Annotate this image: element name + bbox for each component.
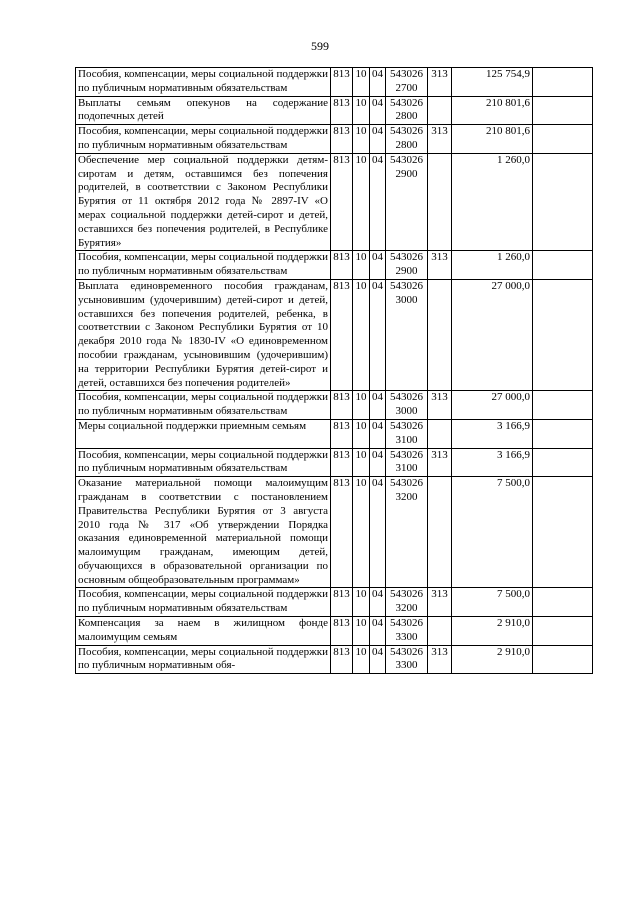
section-code-cell: 10 <box>353 153 370 251</box>
row-name-cell: Пособия, компенсации, меры социальной поддержки по публичным нормативным обязательствам <box>76 448 331 477</box>
subsection-code-cell: 04 <box>370 279 386 390</box>
row-name-cell: Пособия, компенсации, меры социальной поддержки по публичным нормативным обязательствам <box>76 251 331 280</box>
amount-cell: 1 260,0 <box>452 251 533 280</box>
budget-table <box>75 67 593 674</box>
subsection-code-cell: 04 <box>370 588 386 617</box>
ministry-code-cell: 813 <box>331 251 353 280</box>
extra-empty-cell <box>533 96 593 125</box>
ministry-code-cell: 813 <box>331 448 353 477</box>
ministry-code-cell: 813 <box>331 588 353 617</box>
section-code-cell: 10 <box>353 477 370 588</box>
target-article-code-cell: 543026 2800 <box>386 96 428 125</box>
ministry-code-cell: 813 <box>331 68 353 97</box>
table-row <box>76 153 593 251</box>
expense-type-code-cell <box>428 153 452 251</box>
subsection-code-cell: 04 <box>370 391 386 420</box>
amount-cell: 27 000,0 <box>452 279 533 390</box>
table-row <box>76 125 593 154</box>
row-name-cell: Выплата единовременного пособия гражданам, усыновившим (удочерившим) детей-сирот и детей, оставшихся без попечения родителей, ребенка, в соответствии с Законом Республики Бурятия от 10 декабря 2010 года № 1830-IV «О единовременном пособии гражданам, усыновившим (удочерившим) на территории Республики Бурятия детей-сирот и детей, оставшихся без попечения родителей» <box>76 279 331 390</box>
table-row <box>76 391 593 420</box>
row-name-cell: Пособия, компенсации, меры социальной поддержки по публичным нормативным обязательствам <box>76 391 331 420</box>
section-code-cell: 10 <box>353 96 370 125</box>
ministry-code-cell: 813 <box>331 153 353 251</box>
expense-type-code-cell: 313 <box>428 125 452 154</box>
amount-cell: 2 910,0 <box>452 617 533 646</box>
target-article-code-cell: 543026 3100 <box>386 419 428 448</box>
ministry-code-cell: 813 <box>331 617 353 646</box>
section-code-cell: 10 <box>353 391 370 420</box>
extra-empty-cell <box>533 448 593 477</box>
amount-cell: 125 754,9 <box>452 68 533 97</box>
expense-type-code-cell <box>428 617 452 646</box>
page-number: 599 <box>311 39 329 53</box>
amount-cell: 3 166,9 <box>452 448 533 477</box>
table-row <box>76 68 593 97</box>
subsection-code-cell: 04 <box>370 448 386 477</box>
table-row <box>76 645 593 674</box>
ministry-code-cell: 813 <box>331 419 353 448</box>
expense-type-code-cell <box>428 419 452 448</box>
amount-cell: 7 500,0 <box>452 477 533 588</box>
row-name-cell: Оказание материальной помощи малоимущим гражданам в соответствии с постановлением Правительства Республики Бурятия от 3 августа 2010 года № 317 «Об утверждении Порядка оказания единовременной материальной помощи малоимущим гражданам, имеющим детей, обучающихся в образовательной организации по основным общеобразовательным программам» <box>76 477 331 588</box>
subsection-code-cell: 04 <box>370 419 386 448</box>
subsection-code-cell: 04 <box>370 96 386 125</box>
expense-type-code-cell <box>428 279 452 390</box>
extra-empty-cell <box>533 153 593 251</box>
expense-type-code-cell: 313 <box>428 645 452 674</box>
amount-cell: 7 500,0 <box>452 588 533 617</box>
subsection-code-cell: 04 <box>370 251 386 280</box>
amount-cell: 3 166,9 <box>452 419 533 448</box>
section-code-cell: 10 <box>353 279 370 390</box>
table-row <box>76 279 593 390</box>
table-row <box>76 448 593 477</box>
extra-empty-cell <box>533 617 593 646</box>
subsection-code-cell: 04 <box>370 645 386 674</box>
target-article-code-cell: 543026 3000 <box>386 391 428 420</box>
target-article-code-cell: 543026 2800 <box>386 125 428 154</box>
expense-type-code-cell: 313 <box>428 391 452 420</box>
extra-empty-cell <box>533 279 593 390</box>
target-article-code-cell: 543026 2900 <box>386 251 428 280</box>
extra-empty-cell <box>533 251 593 280</box>
target-article-code-cell: 543026 3200 <box>386 588 428 617</box>
table-row <box>76 96 593 125</box>
row-name-cell: Пособия, компенсации, меры социальной поддержки по публичным нормативным обязательствам <box>76 125 331 154</box>
extra-empty-cell <box>533 419 593 448</box>
section-code-cell: 10 <box>353 419 370 448</box>
expense-type-code-cell: 313 <box>428 68 452 97</box>
amount-cell: 1 260,0 <box>452 153 533 251</box>
extra-empty-cell <box>533 477 593 588</box>
row-name-cell: Меры социальной поддержки приемным семьям <box>76 419 331 448</box>
ministry-code-cell: 813 <box>331 96 353 125</box>
section-code-cell: 10 <box>353 251 370 280</box>
section-code-cell: 10 <box>353 645 370 674</box>
table-body <box>76 68 593 674</box>
target-article-code-cell: 543026 3300 <box>386 617 428 646</box>
amount-cell: 27 000,0 <box>452 391 533 420</box>
section-code-cell: 10 <box>353 125 370 154</box>
ministry-code-cell: 813 <box>331 645 353 674</box>
expense-type-code-cell <box>428 96 452 125</box>
subsection-code-cell: 04 <box>370 68 386 97</box>
section-code-cell: 10 <box>353 448 370 477</box>
ministry-code-cell: 813 <box>331 391 353 420</box>
ministry-code-cell: 813 <box>331 279 353 390</box>
target-article-code-cell: 543026 2700 <box>386 68 428 97</box>
table-row <box>76 617 593 646</box>
amount-cell: 210 801,6 <box>452 125 533 154</box>
table-row <box>76 419 593 448</box>
table-row <box>76 477 593 588</box>
extra-empty-cell <box>533 68 593 97</box>
target-article-code-cell: 543026 3300 <box>386 645 428 674</box>
subsection-code-cell: 04 <box>370 617 386 646</box>
extra-empty-cell <box>533 125 593 154</box>
expense-type-code-cell: 313 <box>428 588 452 617</box>
expense-type-code-cell: 313 <box>428 448 452 477</box>
table-row <box>76 251 593 280</box>
section-code-cell: 10 <box>353 68 370 97</box>
row-name-cell: Пособия, компенсации, меры социальной поддержки по публичным нормативным обязательствам <box>76 68 331 97</box>
row-name-cell: Компенсация за наем в жилищном фонде малоимущим семьям <box>76 617 331 646</box>
extra-empty-cell <box>533 391 593 420</box>
row-name-cell: Выплаты семьям опекунов на содержание подопечных детей <box>76 96 331 125</box>
subsection-code-cell: 04 <box>370 125 386 154</box>
section-code-cell: 10 <box>353 617 370 646</box>
subsection-code-cell: 04 <box>370 477 386 588</box>
amount-cell: 2 910,0 <box>452 645 533 674</box>
section-code-cell: 10 <box>353 588 370 617</box>
target-article-code-cell: 543026 2900 <box>386 153 428 251</box>
subsection-code-cell: 04 <box>370 153 386 251</box>
expense-type-code-cell: 313 <box>428 251 452 280</box>
target-article-code-cell: 543026 3200 <box>386 477 428 588</box>
ministry-code-cell: 813 <box>331 125 353 154</box>
row-name-cell: Обеспечение мер социальной поддержки детям-сиротам и детям, оставшимся без попечения родителей, в соответствии с Законом Республики Бурятия от 11 октября 2012 года № 2897-IV «О мерах социальной поддержки детей-сирот и детей, оставшихся без попечения родителей, в Республике Бурятия» <box>76 153 331 251</box>
expense-type-code-cell <box>428 477 452 588</box>
ministry-code-cell: 813 <box>331 477 353 588</box>
amount-cell: 210 801,6 <box>452 96 533 125</box>
row-name-cell: Пособия, компенсации, меры социальной поддержки по публичным нормативным обя- <box>76 645 331 674</box>
extra-empty-cell <box>533 588 593 617</box>
extra-empty-cell <box>533 645 593 674</box>
row-name-cell: Пособия, компенсации, меры социальной поддержки по публичным нормативным обязательствам <box>76 588 331 617</box>
table-row <box>76 588 593 617</box>
target-article-code-cell: 543026 3000 <box>386 279 428 390</box>
target-article-code-cell: 543026 3100 <box>386 448 428 477</box>
